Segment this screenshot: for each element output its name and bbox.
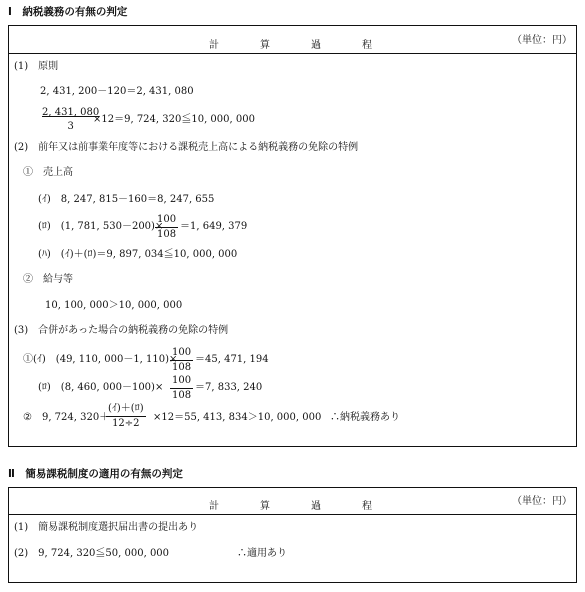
title-char: 過: [311, 501, 321, 512]
title-char: 程: [362, 501, 372, 512]
fraction-numerator: 100: [155, 215, 178, 228]
section1-heading: Ⅰ 納税義務の有無の判定: [8, 6, 128, 18]
section2-item-1: (1) 簡易課税制度選択届出書の提出あり: [14, 522, 199, 533]
fraction-denominator: 3: [67, 121, 74, 132]
title-char: 計: [209, 40, 219, 51]
item-2-1-ha: (ﾊ) (ｲ)＋(ﾛ)＝9, 897, 034≦10, 000, 000: [38, 249, 238, 260]
section2-unit: （単位：円）: [512, 496, 572, 507]
item-3-1-ro-post: ＝7, 833, 240: [195, 382, 263, 393]
title-char: 過: [311, 40, 321, 51]
item-1-label: (1) 原則: [14, 61, 59, 72]
fraction-numerator: (ｲ)＋(ﾛ): [106, 404, 146, 417]
fraction-denominator: 108: [157, 229, 177, 240]
section2-title: [209, 497, 372, 512]
title-char: 程: [362, 40, 372, 51]
section1-unit: （単位：円）: [512, 35, 572, 46]
item-1-line-1: 2, 431, 200－120＝2, 431, 080: [40, 86, 194, 97]
item-2-1-ro-post: ＝1, 649, 379: [180, 221, 248, 232]
item-3-2-fraction: [106, 404, 146, 429]
title-char: 算: [260, 40, 270, 51]
item-1-line-2: ×12＝9, 724, 320≦10, 000, 000: [93, 114, 255, 125]
section1-title: [209, 36, 372, 51]
item-2-1-i: (ｲ) 8, 247, 815－160＝8, 247, 655: [38, 194, 215, 205]
title-char: 算: [260, 501, 270, 512]
item-3-2-post: ×12＝55, 413, 834＞10, 000, 000: [153, 412, 322, 423]
item-2-2-label: ② 給与等: [23, 274, 73, 285]
item-3-2-pre: ② 9, 724, 320＋: [23, 412, 110, 423]
fraction-denominator: 108: [172, 390, 192, 401]
section2-header-divider: [9, 514, 576, 515]
item-2-2-value: 10, 100, 000＞10, 000, 000: [45, 300, 183, 311]
item-3-1-i-post: ＝45, 471, 194: [195, 354, 269, 365]
section2-item-2-conclusion: ∴適用あり: [237, 548, 287, 559]
section1-header-divider: [9, 53, 576, 54]
section2-item-2: (2) 9, 724, 320≦50, 000, 000: [14, 548, 170, 559]
item-2-label: (2) 前年又は前事業年度等における課税売上高による納税義務の免除の特例: [14, 142, 359, 153]
section2-heading: Ⅱ 簡易課税制度の適用の有無の判定: [8, 468, 183, 480]
item-3-2-conclusion: ∴納税義務あり: [330, 412, 400, 423]
item-2-1-ro-fraction: [155, 215, 178, 240]
item-3-label: (3) 合併があった場合の納税義務の免除の特例: [14, 325, 229, 336]
title-char: 計: [209, 501, 219, 512]
fraction-numerator: 100: [170, 376, 193, 389]
item-3-1-ro-fraction: [170, 376, 193, 401]
item-3-1-i-pre: ①(ｲ) (49, 110, 000－1, 110)×: [23, 354, 178, 365]
fraction-denominator: 108: [172, 362, 192, 373]
fraction-numerator: 2, 431, 080: [42, 107, 100, 118]
item-3-1-ro-pre: (ﾛ) (8, 460, 000－100)×: [38, 382, 164, 393]
item-3-1-i-fraction: [170, 348, 193, 373]
item-2-1-ro-pre: (ﾛ) (1, 781, 530－200)×: [38, 221, 164, 232]
item-2-1-label: ① 売上高: [23, 167, 73, 178]
fraction-denominator: 12÷2: [112, 418, 140, 429]
fraction-numerator: 100: [170, 348, 193, 361]
